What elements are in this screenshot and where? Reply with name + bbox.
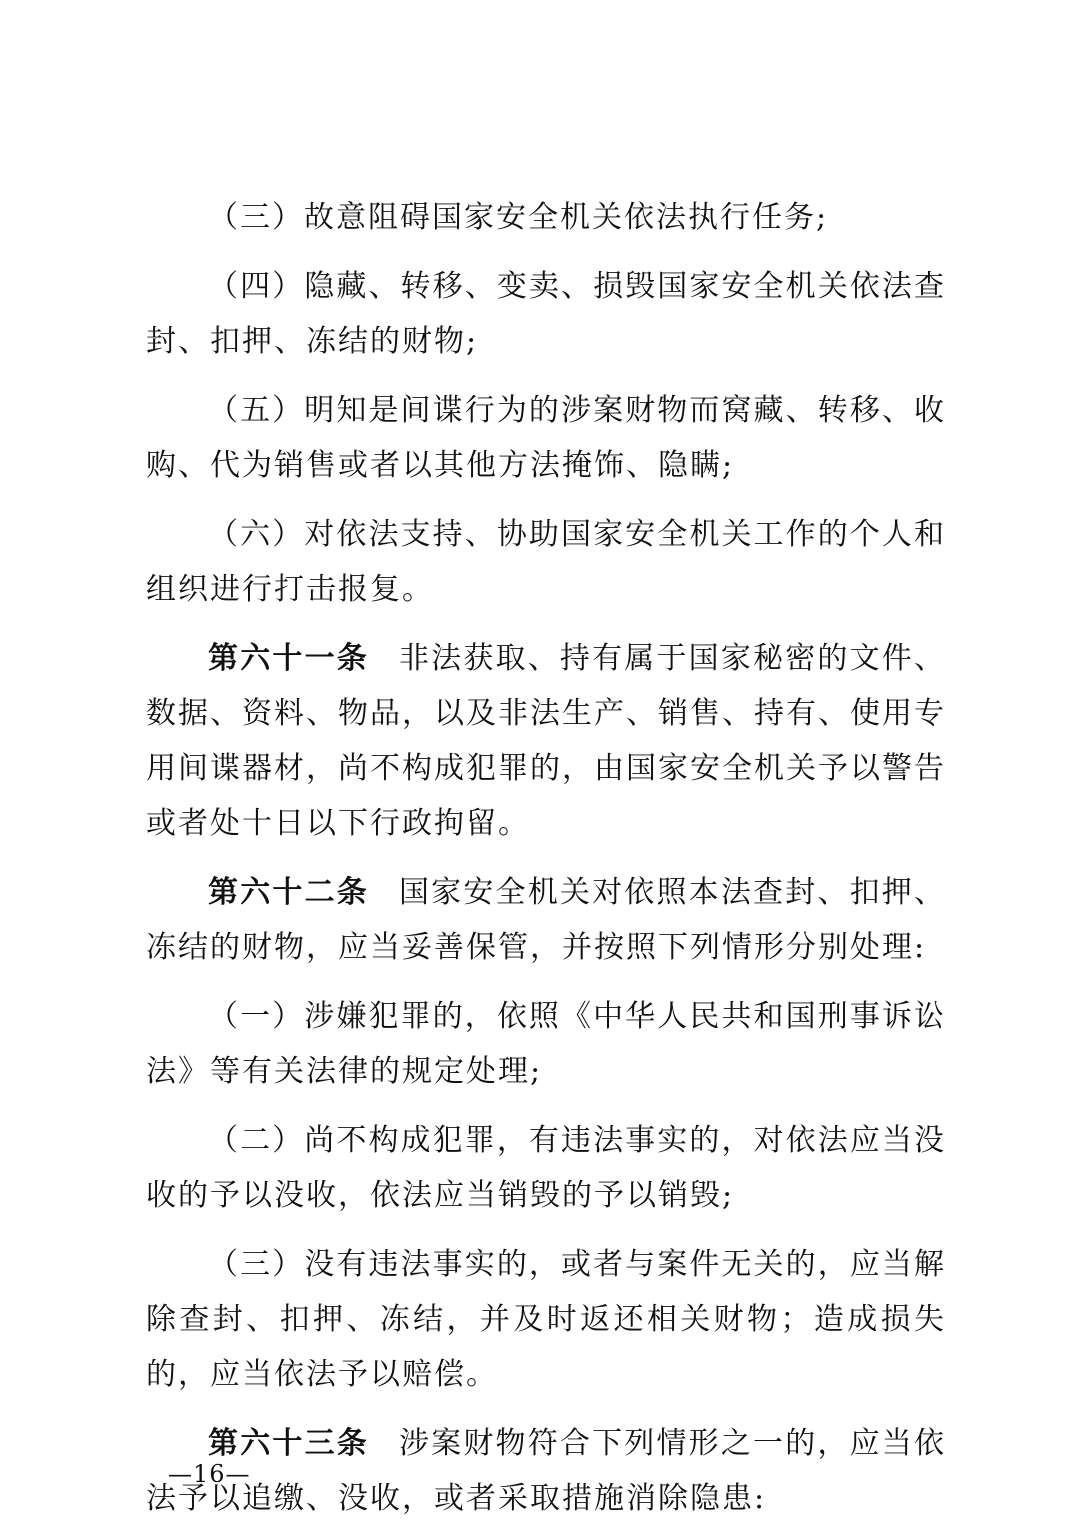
article-text: 国家安全机关对依照本法查封、扣押、冻结的财物，应当妥善保管，并按照下列情形分别处理: [146,875,947,965]
clause-text: （四）隐藏、转移、变卖、损毁国家安全机关依法查封、扣押、冻结的财物; [146,269,946,359]
article-heading: 第六十一条 [208,641,369,676]
article-63 [146,1416,946,1526]
clause-item-3b [146,1237,946,1402]
article-text: 涉案财物符合下列情形之一的，应当依法予以追缴、没收，或者采取措施消除隐患: [146,1426,947,1516]
article-heading: 第六十三条 [208,1426,369,1461]
clause-text: （三）故意阻碍国家安全机关依法执行任务; [208,200,829,235]
clause-text: （五）明知是间谍行为的涉案财物而窝藏、转移、收购、代为销售或者以其他方法掩饰、隐瞒; [146,393,946,483]
clause-item-4 [146,259,946,369]
clause-item-3 [146,190,946,245]
clause-text: （一）涉嫌犯罪的，依照《中华人民共和国刑事诉讼法》等有关法律的规定处理; [146,999,946,1089]
clause-text: （六）对依法支持、协助国家安全机关工作的个人和组织进行打击报复。 [146,517,946,607]
clause-item-2 [146,1113,946,1223]
clause-text: （三）没有违法事实的，或者与案件无关的，应当解除查封、扣押、冻结，并及时返还相关财物；造成损失的，应当依法予以赔偿。 [146,1247,946,1392]
body-text [146,190,946,1540]
article-61 [146,631,946,851]
clause-item-5 [146,383,946,493]
page-number: —16— [168,1460,251,1488]
clause-text: （二）尚不构成犯罪，有违法事实的，对依法应当没收的予以没收，依法应当销毁的予以销毁; [146,1123,946,1213]
article-62 [146,865,946,975]
article-text: 非法获取、持有属于国家秘密的文件、数据、资料、物品，以及非法生产、销售、持有、使用专用间谍器材，尚不构成犯罪的，由国家安全机关予以警告或者处十日以下行政拘留。 [146,641,947,841]
clause-item-1 [146,989,946,1099]
clause-item-6 [146,507,946,617]
article-heading: 第六十二条 [208,875,369,910]
